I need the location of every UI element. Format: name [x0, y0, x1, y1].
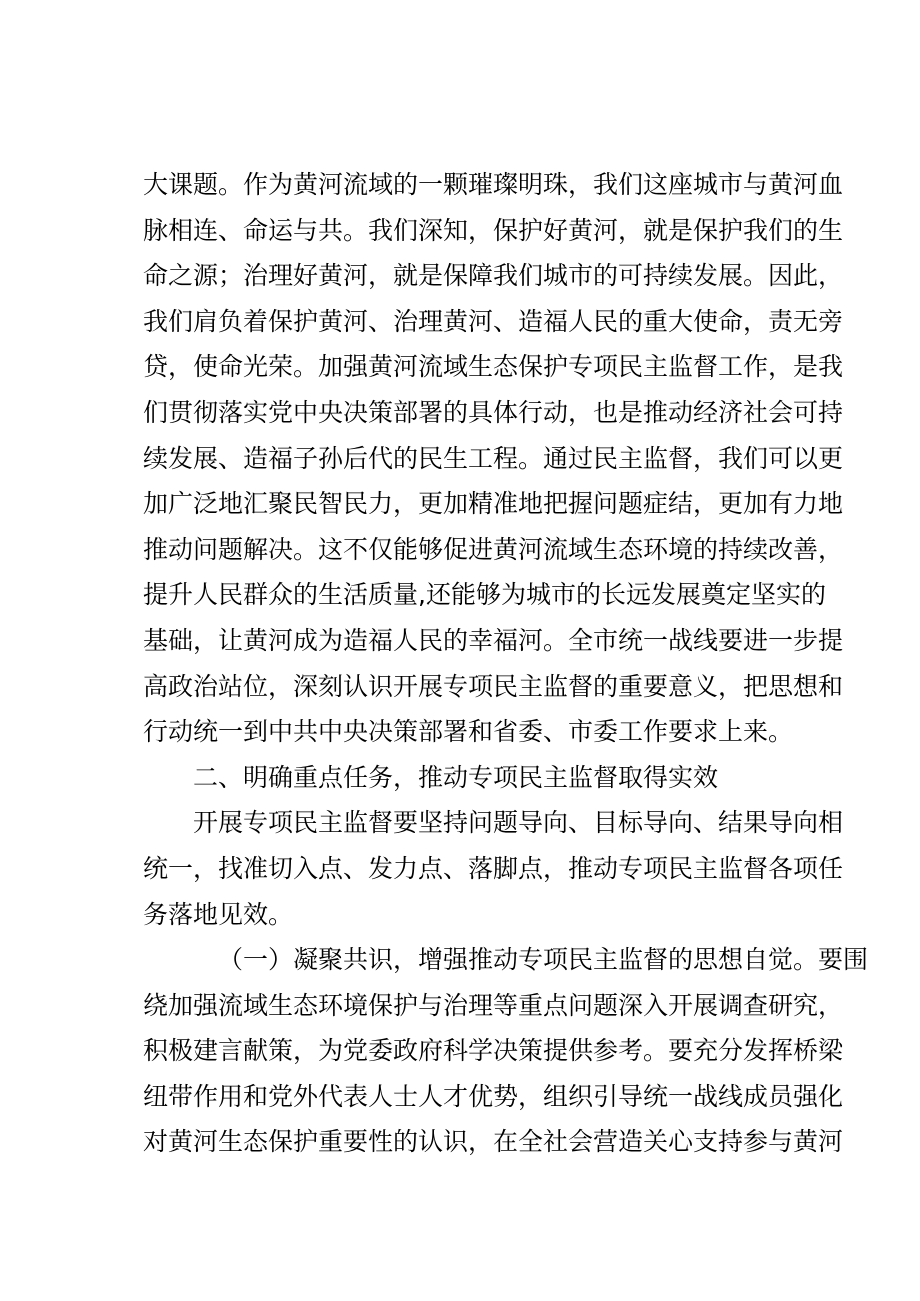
document-body — [143, 162, 869, 1165]
text-line: 续发展、造福子孙后代的民生工程。通过民主监督，我们可以更 — [143, 443, 844, 473]
paragraph-river-significance — [143, 162, 844, 755]
text-line: 高政治站位，深刻认识开展专项民主监督的重要意义，把思想和 — [143, 671, 844, 701]
text-line: 加广泛地汇聚民智民力，更加精准地把握问题症结，更加有力地 — [143, 489, 844, 519]
section-heading: 二、明确重点任务，推动专项民主监督取得实效 — [193, 762, 719, 792]
text-line: 脉相连、命运与共。我们深知，保护好黄河，就是保护我们的生 — [143, 215, 844, 245]
text-line: 纽带作用和党外代表人士人才优势，组织引导统一战线成员强化 — [143, 1081, 844, 1111]
text-line: 提升人民群众的生活质量,还能够为城市的长远发展奠定坚实的 — [143, 580, 826, 610]
text-line: 务落地见效。 — [143, 899, 294, 929]
text-line: 对黄河生态保护重要性的认识，在全社会营造关心支持参与黄河 — [143, 1127, 844, 1157]
text-line: 们贯彻落实党中央决策部署的具体行动，也是推动经济社会可持 — [143, 397, 844, 427]
text-line: 基础，让黄河成为造福人民的幸福河。全市统一战线要进一步提 — [143, 625, 844, 655]
text-line: 积极建言献策，为党委政府科学决策提供参考。要充分发挥桥梁 — [143, 1036, 844, 1066]
paragraph-key-tasks — [143, 800, 844, 937]
text-line: 开展专项民主监督要坚持问题导向、目标导向、结果导向相 — [193, 808, 844, 838]
paragraph-build-consensus — [143, 937, 869, 1165]
text-line: 推动问题解决。这不仅能够促进黄河流域生态环境的持续改善， — [143, 534, 844, 564]
text-line: 我们肩负着保护黄河、治理黄河、造福人民的重大使命，责无旁 — [143, 306, 844, 336]
text-line: （一）凝聚共识，增强推动专项民主监督的思想自觉。要围 — [218, 945, 869, 975]
text-line: 行动统一到中共中央决策部署和省委、市委工作要求上来。 — [143, 717, 794, 747]
text-line: 贷，使命光荣。加强黄河流域生态保护专项民主监督工作，是我 — [143, 352, 844, 382]
text-line: 大课题。作为黄河流域的一颗璀璨明珠，我们这座城市与黄河血 — [143, 170, 844, 199]
text-line: 命之源；治理好黄河，就是保障我们城市的可持续发展。因此， — [143, 261, 844, 291]
text-line: 绕加强流域生态环境保护与治理等重点问题深入开展调查研究， — [143, 990, 844, 1020]
text-line: 统一，找准切入点、发力点、落脚点，推动专项民主监督各项任 — [143, 853, 844, 883]
